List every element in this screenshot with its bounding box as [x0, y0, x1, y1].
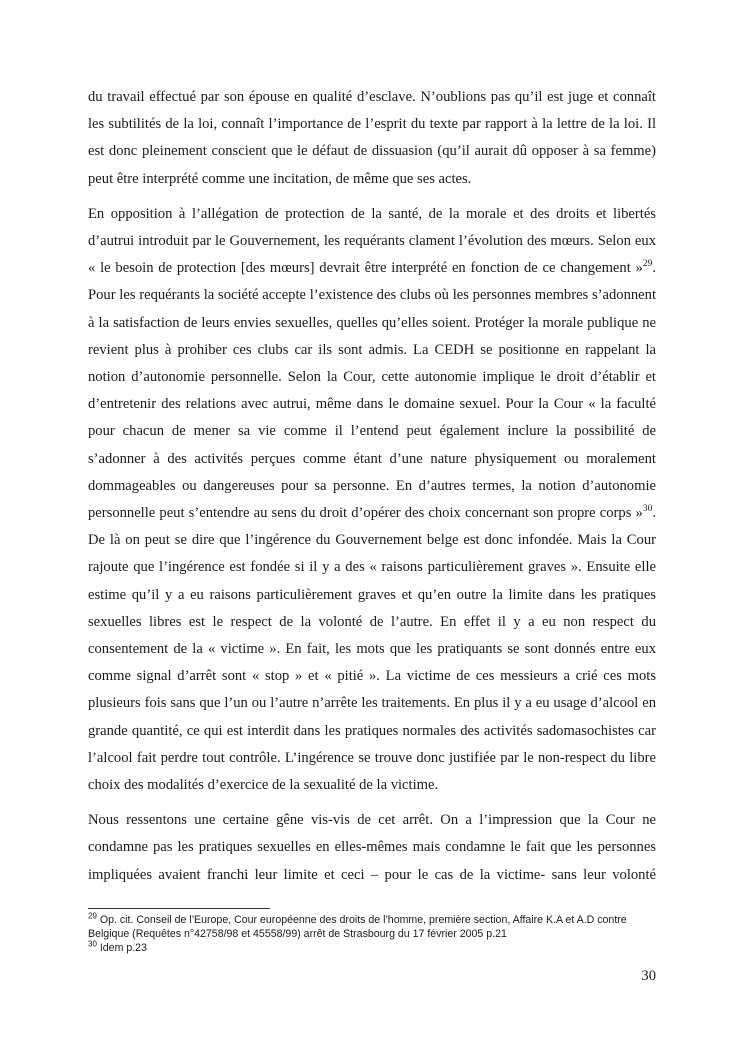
- paragraph-text: du travail effectué par son épouse en qualité d’esclave. N’oublions pas qu’il est juge et connaît les subtilités de la loi, connaît l’importance de l’esprit du texte par rapport à la lettre de la loi. Il est donc pleinement conscient que le défaut de dissuasion (qu’il aurait dû opposer à sa femme) peut être interprété comme une incitation, de même que ses actes.: [88, 89, 656, 187]
- footnote-number: 29: [88, 911, 97, 921]
- paragraph-2: [88, 201, 656, 799]
- footnotes: [88, 908, 656, 956]
- paragraph-3: [88, 807, 656, 889]
- footnote-text: Op. cit. Conseil de l’Europe, Cour européenne des droits de l’homme, première section, Affaire K.A et A.D contre Belgique (Requêtes n°42758/98 et 45558/99) arrêt de Strasbourg du 17 février 2005 p.21: [88, 914, 627, 941]
- footnote-29: [88, 913, 656, 941]
- paragraph-text: . Pour les requérants la société accepte l’existence des clubs où les personnes membres s’adonnent à la satisfaction de leurs envies sexuelles, quelles qu’elles soient. Protéger la morale publique ne revient plus à prohiber ces clubs car ils sont admis. La CEDH se positionne en rappelant la notion d’autonomie personnelle. Selon la Cour, cette autonomie implique le droit d’établir et d’entretenir des relations avec autrui, même dans le domaine sexuel. Pour la Cour « la faculté pour chacun de mener sa vie comme il l’entend peut également inclure la possibilité de s’adonner à des activités perçues comme étant d’une nature physiquement ou moralement dommageables ou dangereuses pour sa personne. En d’autres termes, la notion d’autonomie personnelle peut s’entendre au sens du droit d’opérer des choix concernant son propre corps »: [88, 260, 656, 522]
- document-body: [88, 84, 656, 897]
- footnote-ref-30[interactable]: 30: [642, 504, 653, 515]
- footnote-ref-29[interactable]: 29: [642, 259, 653, 270]
- paragraph-text: En opposition à l’allégation de protection de la santé, de la morale et des droits et libertés d’autrui introduit par le Gouvernement, les requérants clament l’évolution des mœurs. Selon eux « le besoin de protection [des mœurs] devrait être interprété en fonction de ce changement »: [88, 205, 656, 277]
- footnote-30: [88, 941, 656, 955]
- footnote-separator: [88, 908, 270, 909]
- paragraph-text: Nous ressentons une certaine gêne vis-vis de cet arrêt. On a l’impression que la Cour ne condamne pas les pratiques sexuelles en elles-mêmes mais condamne le fait que les personnes impliquées avaient franchi leur limite et ceci – pour le cas de la victime- sans leur volonté: [88, 812, 656, 883]
- paragraph-1: [88, 84, 656, 193]
- page-number: 30: [641, 968, 656, 984]
- footnote-text: Idem p.23: [96, 942, 147, 955]
- footnote-number: 30: [88, 939, 97, 949]
- paragraph-text: . De là on peut se dire que l’ingérence du Gouvernement belge est donc infondée. Mais la Cour rajoute que l’ingérence est fondée si il y a des « raisons particulièrement graves ». Ensuite elle estime qu’il y a eu raisons particulièrement graves et qu’en outre la limite dans les pratiques sexuelles libres est le respect de la volonté de l’autre. En effet il y a eu non respect du consentement de la « victime ». En fait, les mots que les pratiquants se sont donnés entre eux comme signal d’arrêt sont « stop » et « pitié ». La victime de ces messieurs a crié ces mots plusieurs fois sans que l’un ou l’autre n’arrête les traitements. En plus il y a eu usage d’alcool en grande quantité, ce qui est interdit dans les pratiques normales des activités sadomasochistes car l’alcool fait perdre tout contrôle. L’ingérence se trouve donc justifiée par le non-respect du libre choix des modalités d’exercice de la sexualité de la victime.: [88, 505, 656, 794]
